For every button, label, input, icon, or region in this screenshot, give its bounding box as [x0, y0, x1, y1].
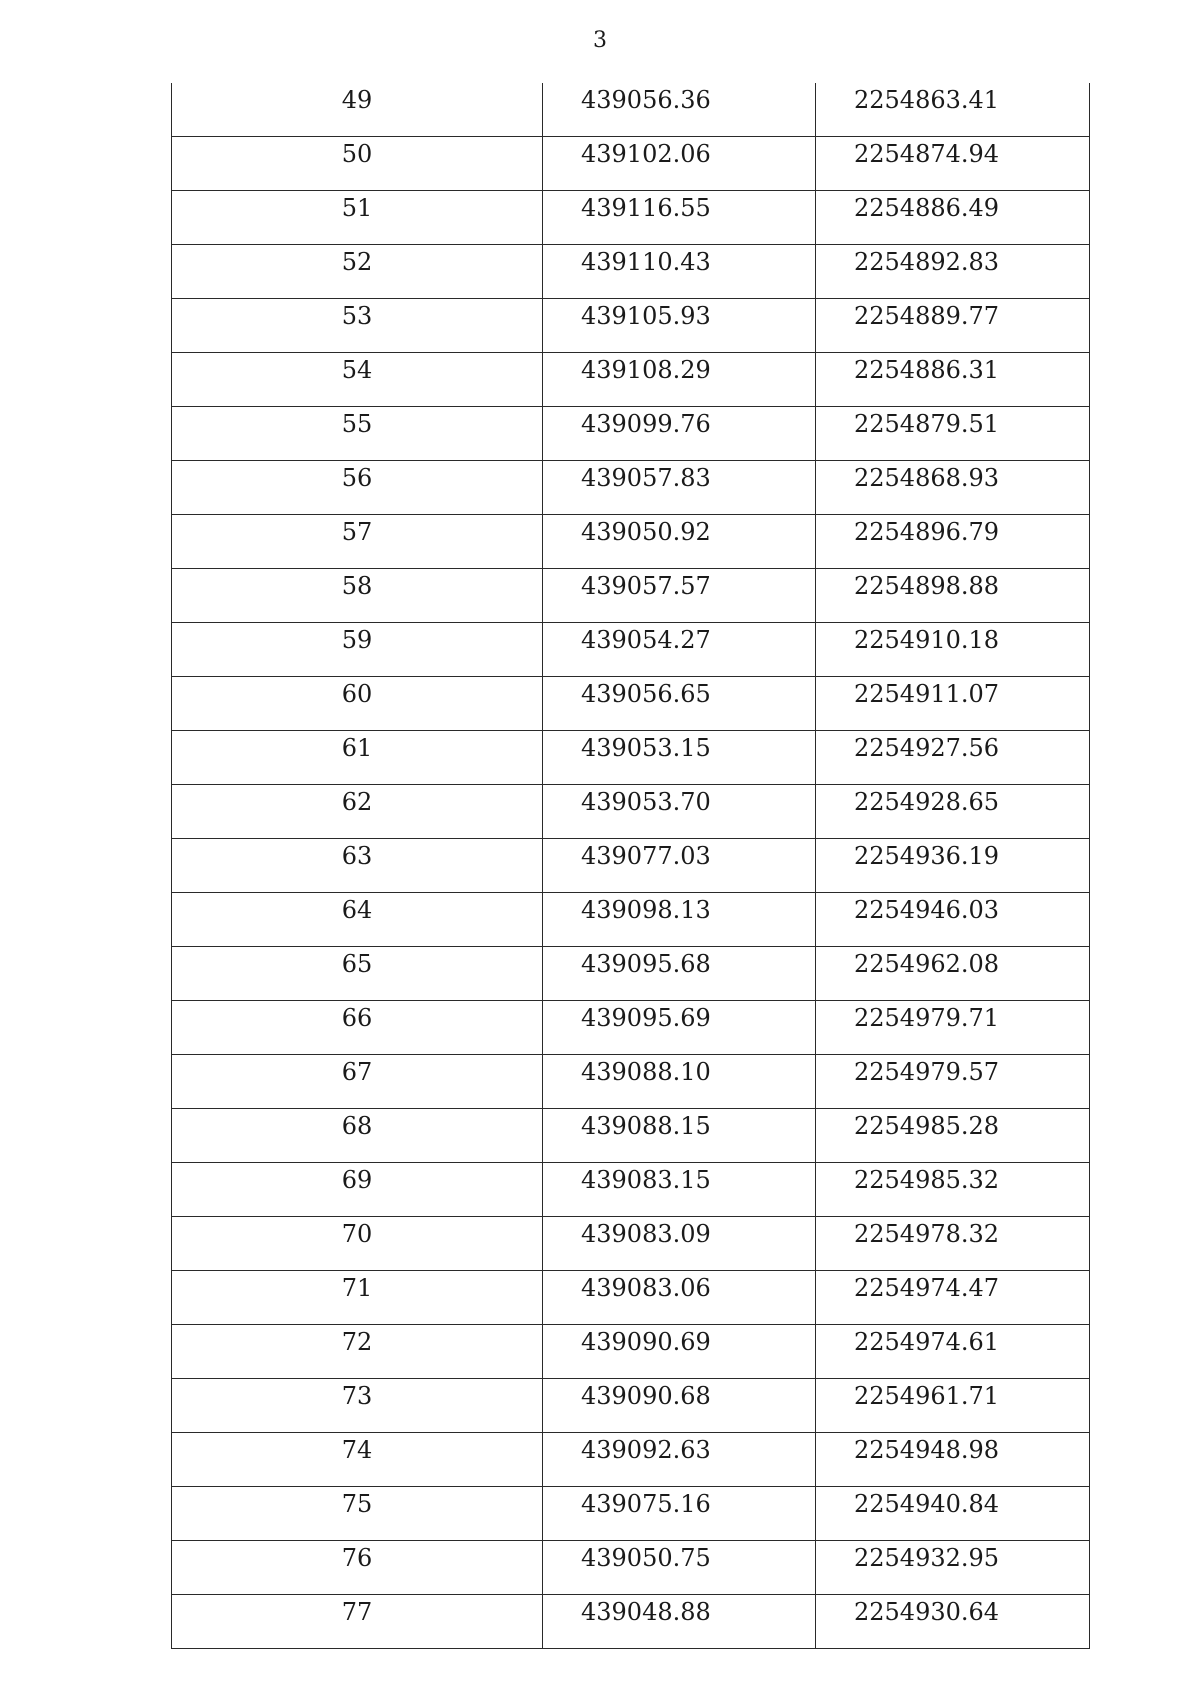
- y-coordinate-cell: [816, 407, 1090, 461]
- y-coordinate-cell: [816, 785, 1090, 839]
- x-coordinate-cell-text: 439053.70: [581, 788, 711, 816]
- y-coordinate-cell: [816, 1109, 1090, 1163]
- x-coordinate-cell-text: 439090.68: [581, 1382, 711, 1410]
- x-coordinate-cell: [543, 245, 816, 299]
- x-coordinate-cell-text: 439056.36: [581, 86, 711, 114]
- point-number-cell-text: 64: [341, 896, 373, 924]
- point-number-cell: [172, 1001, 543, 1055]
- x-coordinate-cell: [543, 731, 816, 785]
- y-coordinate-cell-text: 2254889.77: [854, 302, 1000, 330]
- y-coordinate-cell: [816, 1001, 1090, 1055]
- point-number-cell: [172, 1163, 543, 1217]
- point-number-cell: [172, 677, 543, 731]
- point-number-cell: [172, 1271, 543, 1325]
- table-row: [172, 461, 1090, 515]
- point-number-cell: [172, 569, 543, 623]
- x-coordinate-cell: [543, 677, 816, 731]
- y-coordinate-cell: [816, 1271, 1090, 1325]
- y-coordinate-cell: [816, 677, 1090, 731]
- point-number-cell-text: 59: [341, 626, 373, 654]
- x-coordinate-cell-text: 439095.69: [581, 1004, 711, 1032]
- table-row: [172, 947, 1090, 1001]
- x-coordinate-cell: [543, 1217, 816, 1271]
- table-row: [172, 623, 1090, 677]
- point-number-cell-text: 49: [341, 86, 373, 114]
- table-row: [172, 191, 1090, 245]
- table-row: [172, 1163, 1090, 1217]
- y-coordinate-cell-text: 2254974.61: [854, 1328, 1000, 1356]
- x-coordinate-cell-text: 439083.15: [581, 1166, 711, 1194]
- y-coordinate-cell-text: 2254974.47: [854, 1274, 1000, 1302]
- x-coordinate-cell: [543, 893, 816, 947]
- point-number-cell-text: 55: [341, 410, 373, 438]
- x-coordinate-cell: [543, 353, 816, 407]
- y-coordinate-cell: [816, 1163, 1090, 1217]
- table-row: [172, 569, 1090, 623]
- x-coordinate-cell: [543, 1001, 816, 1055]
- x-coordinate-cell: [543, 623, 816, 677]
- y-coordinate-cell: [816, 947, 1090, 1001]
- y-coordinate-cell-text: 2254936.19: [854, 842, 1000, 870]
- point-number-cell: [172, 1109, 543, 1163]
- table-row: [172, 299, 1090, 353]
- y-coordinate-cell-text: 2254911.07: [854, 680, 1000, 708]
- y-coordinate-cell: [816, 353, 1090, 407]
- point-number-cell-text: 53: [341, 302, 373, 330]
- table-row: [172, 1217, 1090, 1271]
- table-row: [172, 1325, 1090, 1379]
- x-coordinate-cell: [543, 83, 816, 137]
- y-coordinate-cell-text: 2254932.95: [854, 1544, 1000, 1572]
- x-coordinate-cell-text: 439050.92: [581, 518, 711, 546]
- y-coordinate-cell-text: 2254946.03: [854, 896, 1000, 924]
- point-number-cell: [172, 515, 543, 569]
- x-coordinate-cell-text: 439116.55: [581, 194, 711, 222]
- y-coordinate-cell-text: 2254927.56: [854, 734, 1000, 762]
- x-coordinate-cell-text: 439098.13: [581, 896, 711, 924]
- y-coordinate-cell: [816, 137, 1090, 191]
- x-coordinate-cell: [543, 1271, 816, 1325]
- point-number-cell-text: 58: [341, 572, 373, 600]
- point-number-cell-text: 73: [341, 1382, 373, 1410]
- point-number-cell-text: 54: [341, 356, 373, 384]
- table-row: [172, 1271, 1090, 1325]
- x-coordinate-cell: [543, 1595, 816, 1649]
- page-number: 3: [593, 28, 607, 53]
- table-row: [172, 731, 1090, 785]
- y-coordinate-cell: [816, 1433, 1090, 1487]
- x-coordinate-cell-text: 439092.63: [581, 1436, 711, 1464]
- point-number-cell-text: 52: [341, 248, 373, 276]
- point-number-cell: [172, 839, 543, 893]
- point-number-cell: [172, 1325, 543, 1379]
- x-coordinate-cell-text: 439083.06: [581, 1274, 711, 1302]
- point-number-cell: [172, 731, 543, 785]
- y-coordinate-cell-text: 2254910.18: [854, 626, 1000, 654]
- table-row: [172, 1109, 1090, 1163]
- x-coordinate-cell: [543, 947, 816, 1001]
- y-coordinate-cell-text: 2254978.32: [854, 1220, 1000, 1248]
- table-row: [172, 1433, 1090, 1487]
- x-coordinate-cell: [543, 1433, 816, 1487]
- x-coordinate-cell-text: 439050.75: [581, 1544, 711, 1572]
- x-coordinate-cell: [543, 1325, 816, 1379]
- point-number-cell-text: 65: [341, 950, 373, 978]
- point-number-cell: [172, 461, 543, 515]
- x-coordinate-cell-text: 439088.10: [581, 1058, 711, 1086]
- x-coordinate-cell: [543, 515, 816, 569]
- x-coordinate-cell: [543, 1163, 816, 1217]
- table-row: [172, 1595, 1090, 1649]
- x-coordinate-cell: [543, 299, 816, 353]
- table-row: [172, 1055, 1090, 1109]
- y-coordinate-cell: [816, 569, 1090, 623]
- y-coordinate-cell-text: 2254948.98: [854, 1436, 1000, 1464]
- x-coordinate-cell-text: 439048.88: [581, 1598, 711, 1626]
- point-number-cell-text: 62: [341, 788, 373, 816]
- point-number-cell-text: 56: [341, 464, 373, 492]
- x-coordinate-cell-text: 439090.69: [581, 1328, 711, 1356]
- y-coordinate-cell: [816, 839, 1090, 893]
- point-number-cell-text: 51: [341, 194, 373, 222]
- y-coordinate-cell-text: 2254863.41: [854, 86, 1000, 114]
- point-number-cell-text: 71: [341, 1274, 373, 1302]
- x-coordinate-cell-text: 439077.03: [581, 842, 711, 870]
- point-number-cell: [172, 1595, 543, 1649]
- x-coordinate-cell-text: 439053.15: [581, 734, 711, 762]
- point-number-cell: [172, 1055, 543, 1109]
- y-coordinate-cell-text: 2254886.49: [854, 194, 1000, 222]
- point-number-cell-text: 68: [341, 1112, 373, 1140]
- point-number-cell: [172, 299, 543, 353]
- table-row: [172, 1379, 1090, 1433]
- point-number-cell-text: 57: [341, 518, 373, 546]
- y-coordinate-cell: [816, 1595, 1090, 1649]
- x-coordinate-cell-text: 439054.27: [581, 626, 711, 654]
- y-coordinate-cell-text: 2254868.93: [854, 464, 1000, 492]
- x-coordinate-cell-text: 439110.43: [581, 248, 711, 276]
- point-number-cell: [172, 245, 543, 299]
- x-coordinate-cell: [543, 407, 816, 461]
- table-row: [172, 1001, 1090, 1055]
- y-coordinate-cell: [816, 83, 1090, 137]
- point-number-cell: [172, 1433, 543, 1487]
- y-coordinate-cell: [816, 1325, 1090, 1379]
- point-number-cell: [172, 1379, 543, 1433]
- x-coordinate-cell-text: 439102.06: [581, 140, 711, 168]
- table-row: [172, 245, 1090, 299]
- y-coordinate-cell-text: 2254985.28: [854, 1112, 1000, 1140]
- point-number-cell: [172, 623, 543, 677]
- table-row: [172, 1487, 1090, 1541]
- x-coordinate-cell: [543, 785, 816, 839]
- point-number-cell-text: 70: [341, 1220, 373, 1248]
- y-coordinate-cell: [816, 623, 1090, 677]
- y-coordinate-cell-text: 2254879.51: [854, 410, 1000, 438]
- x-coordinate-cell: [543, 461, 816, 515]
- y-coordinate-cell: [816, 1487, 1090, 1541]
- y-coordinate-cell: [816, 191, 1090, 245]
- y-coordinate-cell: [816, 1541, 1090, 1595]
- x-coordinate-cell: [543, 1379, 816, 1433]
- table-row: [172, 677, 1090, 731]
- point-number-cell: [172, 947, 543, 1001]
- y-coordinate-cell: [816, 731, 1090, 785]
- y-coordinate-cell: [816, 461, 1090, 515]
- point-number-cell: [172, 83, 543, 137]
- x-coordinate-cell: [543, 1541, 816, 1595]
- y-coordinate-cell-text: 2254928.65: [854, 788, 1000, 816]
- y-coordinate-cell: [816, 1379, 1090, 1433]
- point-number-cell: [172, 785, 543, 839]
- y-coordinate-cell: [816, 299, 1090, 353]
- x-coordinate-cell: [543, 839, 816, 893]
- y-coordinate-cell-text: 2254979.71: [854, 1004, 1000, 1032]
- x-coordinate-cell-text: 439088.15: [581, 1112, 711, 1140]
- y-coordinate-cell: [816, 245, 1090, 299]
- point-number-cell: [172, 137, 543, 191]
- y-coordinate-cell: [816, 1217, 1090, 1271]
- x-coordinate-cell-text: 439099.76: [581, 410, 711, 438]
- point-number-cell-text: 69: [341, 1166, 373, 1194]
- point-number-cell: [172, 893, 543, 947]
- x-coordinate-cell: [543, 1055, 816, 1109]
- x-coordinate-cell-text: 439095.68: [581, 950, 711, 978]
- x-coordinate-cell-text: 439108.29: [581, 356, 711, 384]
- y-coordinate-cell-text: 2254930.64: [854, 1598, 1000, 1626]
- point-number-cell-text: 66: [341, 1004, 373, 1032]
- y-coordinate-cell-text: 2254962.08: [854, 950, 1000, 978]
- table-row: [172, 353, 1090, 407]
- point-number-cell: [172, 1541, 543, 1595]
- y-coordinate-cell-text: 2254961.71: [854, 1382, 1000, 1410]
- point-number-cell: [172, 1217, 543, 1271]
- x-coordinate-cell-text: 439105.93: [581, 302, 711, 330]
- point-number-cell-text: 77: [341, 1598, 373, 1626]
- y-coordinate-cell-text: 2254898.88: [854, 572, 1000, 600]
- x-coordinate-cell-text: 439057.83: [581, 464, 711, 492]
- table-row: [172, 785, 1090, 839]
- point-number-cell-text: 72: [341, 1328, 373, 1356]
- y-coordinate-cell: [816, 515, 1090, 569]
- y-coordinate-cell: [816, 893, 1090, 947]
- x-coordinate-cell-text: 439075.16: [581, 1490, 711, 1518]
- table-row: [172, 1541, 1090, 1595]
- point-number-cell: [172, 407, 543, 461]
- table-row: [172, 893, 1090, 947]
- point-number-cell: [172, 1487, 543, 1541]
- y-coordinate-cell: [816, 1055, 1090, 1109]
- point-number-cell: [172, 191, 543, 245]
- point-number-cell-text: 76: [341, 1544, 373, 1572]
- y-coordinate-cell-text: 2254940.84: [854, 1490, 1000, 1518]
- point-number-cell-text: 61: [341, 734, 373, 762]
- coordinates-table: [171, 83, 1090, 1649]
- point-number-cell-text: 74: [341, 1436, 373, 1464]
- x-coordinate-cell: [543, 569, 816, 623]
- coordinates-table-body: [172, 83, 1090, 1649]
- x-coordinate-cell-text: 439083.09: [581, 1220, 711, 1248]
- x-coordinate-cell: [543, 1487, 816, 1541]
- table-row: [172, 515, 1090, 569]
- x-coordinate-cell-text: 439057.57: [581, 572, 711, 600]
- table-row: [172, 839, 1090, 893]
- y-coordinate-cell-text: 2254896.79: [854, 518, 1000, 546]
- point-number-cell-text: 75: [341, 1490, 373, 1518]
- y-coordinate-cell-text: 2254979.57: [854, 1058, 1000, 1086]
- x-coordinate-cell: [543, 1109, 816, 1163]
- x-coordinate-cell: [543, 191, 816, 245]
- table-row: [172, 83, 1090, 137]
- table-row: [172, 137, 1090, 191]
- point-number-cell-text: 63: [341, 842, 373, 870]
- point-number-cell: [172, 353, 543, 407]
- point-number-cell-text: 50: [341, 140, 373, 168]
- y-coordinate-cell-text: 2254892.83: [854, 248, 1000, 276]
- y-coordinate-cell-text: 2254985.32: [854, 1166, 1000, 1194]
- y-coordinate-cell-text: 2254874.94: [854, 140, 1000, 168]
- point-number-cell-text: 60: [341, 680, 373, 708]
- table-row: [172, 407, 1090, 461]
- y-coordinate-cell-text: 2254886.31: [854, 356, 1000, 384]
- x-coordinate-cell-text: 439056.65: [581, 680, 711, 708]
- x-coordinate-cell: [543, 137, 816, 191]
- point-number-cell-text: 67: [341, 1058, 373, 1086]
